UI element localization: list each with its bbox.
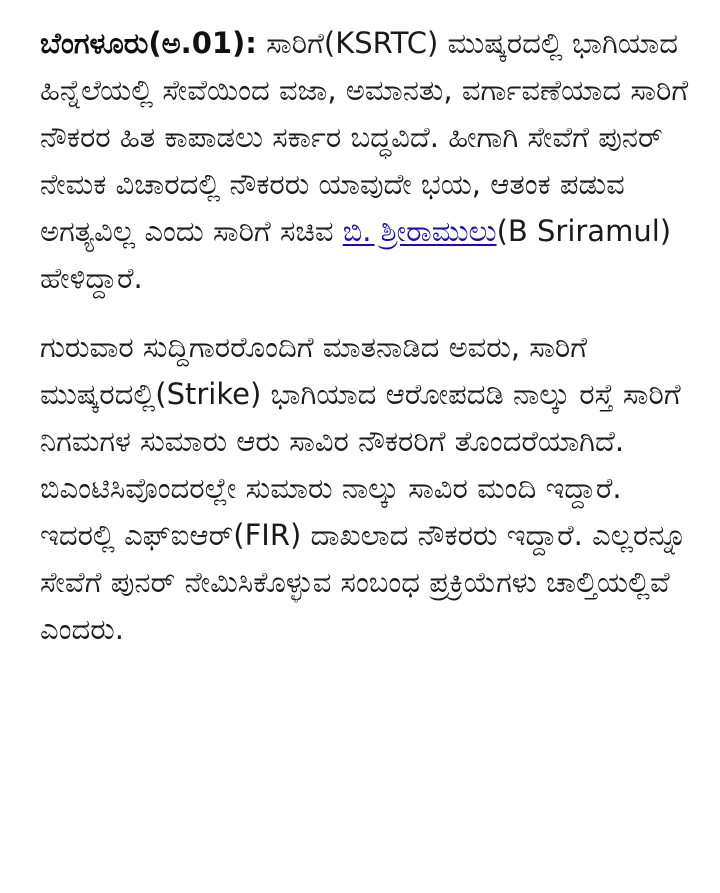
paragraph-1-text-end: (B Sriramul) ಹೇಳಿದ್ದಾರೆ. <box>40 214 672 295</box>
minister-name-link[interactable]: ಬಿ. ಶ್ರೀರಾಮುಲು <box>342 214 497 248</box>
article-body <box>40 20 690 653</box>
article-paragraph-2: ಗುರುವಾರ ಸುದ್ದಿಗಾರರೊಂದಿಗೆ ಮಾತನಾಡಿದ ಅವರು, ಸಾರಿಗೆ ಮುಷ್ಕರದಲ್ಲಿ(Strike) ಭಾಗಿಯಾದ ಆರೋಪದಡಿ ನಾಲ್ಕು ರಸ್ತೆ ಸಾರಿಗೆ ನಿಗಮಗಳ ಸುಮಾರು ಆರು ಸಾವಿರ ನೌಕರರಿಗೆ ತೊಂದರೆಯಾಗಿದೆ. ಬಿಎಂಟಿಸಿವೊಂದರಲ್ಲೇ ಸುಮಾರು ನಾಲ್ಕು ಸಾವಿರ ಮಂದಿ ಇದ್ದಾರೆ. ಇದರಲ್ಲಿ ಎಫ್‌ಐಆರ್(FIR) ದಾಖಲಾದ ನೌಕರರು ಇದ್ದಾರೆ. ಎಲ್ಲರನ್ನೂ ಸೇವೆಗೆ ಪುನರ್ ನೇಮಿಸಿಕೊಳ್ಳುವ ಸಂಬಂಧ ಪ್ರಕ್ರಿಯೆಗಳು ಚಾಲ್ತಿಯಲ್ಲಿವೆ ಎಂದರು. <box>40 330 687 646</box>
dateline: ಬೆಂಗಳೂರು(ಅ.01): <box>40 26 257 60</box>
article-paragraph-1 <box>40 20 690 302</box>
paragraph-1-text-start: ಸಾರಿಗೆ(KSRTC) ಮುಷ್ಕರದಲ್ಲಿ ಭಾಗಿಯಾದ ಹಿನ್ನೆಲೆಯಲ್ಲಿ ಸೇವೆಯಿಂದ ವಜಾ, ಅಮಾನತು, ವರ್ಗಾವಣೆಯಾದ ಸಾರಿಗೆ ನೌಕರರ ಹಿತ ಕಾಪಾಡಲು ಸರ್ಕಾರ ಬದ್ಧವಿದೆ. ಹೀಗಾಗಿ ಸೇವೆಗೆ ಪುನರ್ ನೇಮಕ ವಿಚಾರದಲ್ಲಿ ನೌಕರರು ಯಾವುದೇ ಭಯ, ಆತಂಕ ಪಡುವ ಅಗತ್ಯವಿಲ್ಲ ಎಂದು ಸಾರಿಗೆ ಸಚಿವ <box>40 26 689 248</box>
